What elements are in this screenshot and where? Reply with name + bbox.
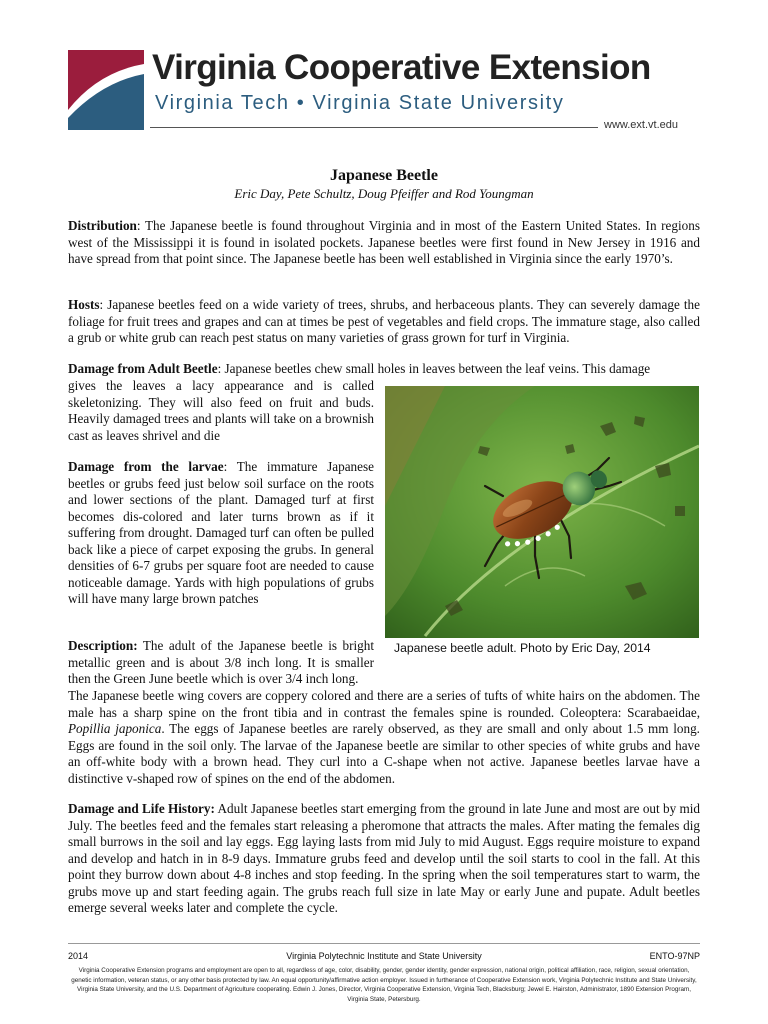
distribution-paragraph bbox=[68, 218, 700, 268]
hosts-text: : Japanese beetles feed on a wide variety of trees, shrubs, and herbaceous plants. They can severely damage the foliage for fruit trees and grapes and can at times be pest of vegetables and field crops. The immature stage, also called a grub or white grub can reach pest status on many varieties of grass grown for turf in Virginia. bbox=[68, 297, 700, 345]
description-continued bbox=[68, 688, 700, 787]
description-lead: The adult of the Japanese beetle is bright metallic green and is about 3/8 inch long. It is smaller then the Green June beetle which is over 3/4 inch long. bbox=[68, 638, 374, 686]
footer-institution: Virginia Polytechnic Institute and State University bbox=[286, 951, 482, 961]
vce-logo bbox=[68, 50, 144, 130]
hosts-heading: Hosts bbox=[68, 297, 100, 312]
footer-rule bbox=[68, 943, 700, 944]
footer-legal-notice: Virginia Cooperative Extension programs and employment are open to all, regardless of age, color, disability, gender, gender identity, gender expression, national origin, political affiliation, race, religion, sexual orientation, genetic information, veteran status, or any other basis protected by law. An equal opportunity/affirmative action employer. Issued in furtherance of Cooperative Extension work, Virginia Polytechnic Institute and State University, Virginia State University, and the U.S. Department of Agriculture cooperating. Edwin J. Jones, Director, Virginia Cooperative Extension, Virginia Tech, Blacksburg; Jewel E. Hairston, Administrator, 1890 Extension Program, Virginia State, Petersburg. bbox=[71, 967, 697, 1003]
life-history-paragraph bbox=[68, 801, 700, 917]
damage-adult-paragraph bbox=[68, 361, 700, 378]
hosts-paragraph bbox=[68, 297, 700, 347]
life-history-text: Adult Japanese beetles start emerging from the ground in late June and most are out by mid July. The beetles feed and the females start releasing a pheromone that attracts the males. After mating the females dig small burrows in the soil and lay eggs. Egg laying lasts from mid July to mid August. Eggs require moisture to expand and develop and hatch in in 8-9 days. Immature grubs feed and develop until the soil starts to cool in the fall. At this point they burrow down about 4-8 inches and stop feeding. In the spring when the soil temperatures start to warm, the grubs move up and start feeding again. The grubs reach full size in late May or early June and pupate. Adult beetles emerge several weeks later and complete the cycle. bbox=[68, 801, 700, 915]
description-heading: Description: bbox=[68, 638, 138, 653]
damage-adult-continued: gives the leaves a lacy appearance and is called skeletonizing. They will also feed on fruit and buds. Heavily damaged trees and plants will take on a brownish cast as leaves shrivel and die bbox=[68, 378, 374, 443]
header-rule bbox=[150, 127, 598, 128]
distribution-heading: Distribution bbox=[68, 218, 137, 233]
damage-larvae-heading: Damage from the larvae bbox=[68, 459, 224, 474]
brand-subtitle: Virginia Tech • Virginia State University bbox=[155, 92, 565, 114]
photo-caption: Japanese beetle adult. Photo by Eric Day, 2014 bbox=[394, 641, 651, 655]
distribution-text: : The Japanese beetle is found throughout Virginia and in most of the Eastern United States. In regions west of the Mississippi it is found in isolated pockets. Japanese beetles were first found in New Jersey in 1916 and have spread from that point since. The Japanese beetle has been well established in Virginia since the early 1970’s. bbox=[68, 218, 700, 266]
description-text-1: The Japanese beetle wing covers are coppery colored and there are a series of tufts of white hairs on the abdomen. The male has a sharp spine on the front tibia and in contrast the females spine is rounded. Coleoptera: Scarabaeidae, bbox=[68, 688, 700, 720]
footer-year: 2014 bbox=[68, 951, 89, 961]
description-text-2: . The eggs of Japanese beetles are rarely observed, as they are small and only about 1.5 mm long. Eggs are found in the soil only. The larvae of the Japanese beetle are similar to other species of white grubs and have an off-white body with a brown head. They curl into a C-shape when not active. Japanese beetles larvae have a distinctive v-shaped row of spines on the end of the abdomen. bbox=[68, 721, 700, 786]
species-name: Popillia japonica bbox=[68, 721, 162, 736]
description-paragraph bbox=[68, 638, 374, 688]
life-history-heading: Damage and Life History: bbox=[68, 801, 215, 816]
damage-adult-lead: : Japanese beetles chew small holes in leaves between the leaf veins. This damage bbox=[217, 361, 651, 376]
document-title: Japanese Beetle bbox=[330, 167, 438, 184]
footer-publication-code: ENTO-97NP bbox=[649, 951, 700, 961]
damage-larvae-text: : The immature Japanese beetles or grubs feed just below soil surface on the roots and lower sections of the plant. Damaged turf at first becomes dis-colored and later turns brown as if it suffering from drought. Damaged turf can often be pulled back like a piece of carpet exposing the grubs. In general densities of 6-7 grubs per square foot are needed to cause noticeable damage. Yards with high populations of grubs will have many large brown patches bbox=[68, 459, 374, 606]
beetle-on-leaf-image bbox=[385, 386, 699, 638]
document-authors: Eric Day, Pete Schultz, Doug Pfeiffer and Rod Youngman bbox=[234, 186, 534, 201]
vce-logo-mark bbox=[68, 50, 144, 130]
beetle-photo bbox=[385, 386, 699, 638]
brand-title: Virginia Cooperative Extension bbox=[152, 48, 651, 87]
extension-url[interactable]: www.ext.vt.edu bbox=[604, 119, 678, 131]
damage-adult-heading: Damage from Adult Beetle bbox=[68, 361, 218, 376]
damage-larvae-paragraph bbox=[68, 459, 374, 608]
